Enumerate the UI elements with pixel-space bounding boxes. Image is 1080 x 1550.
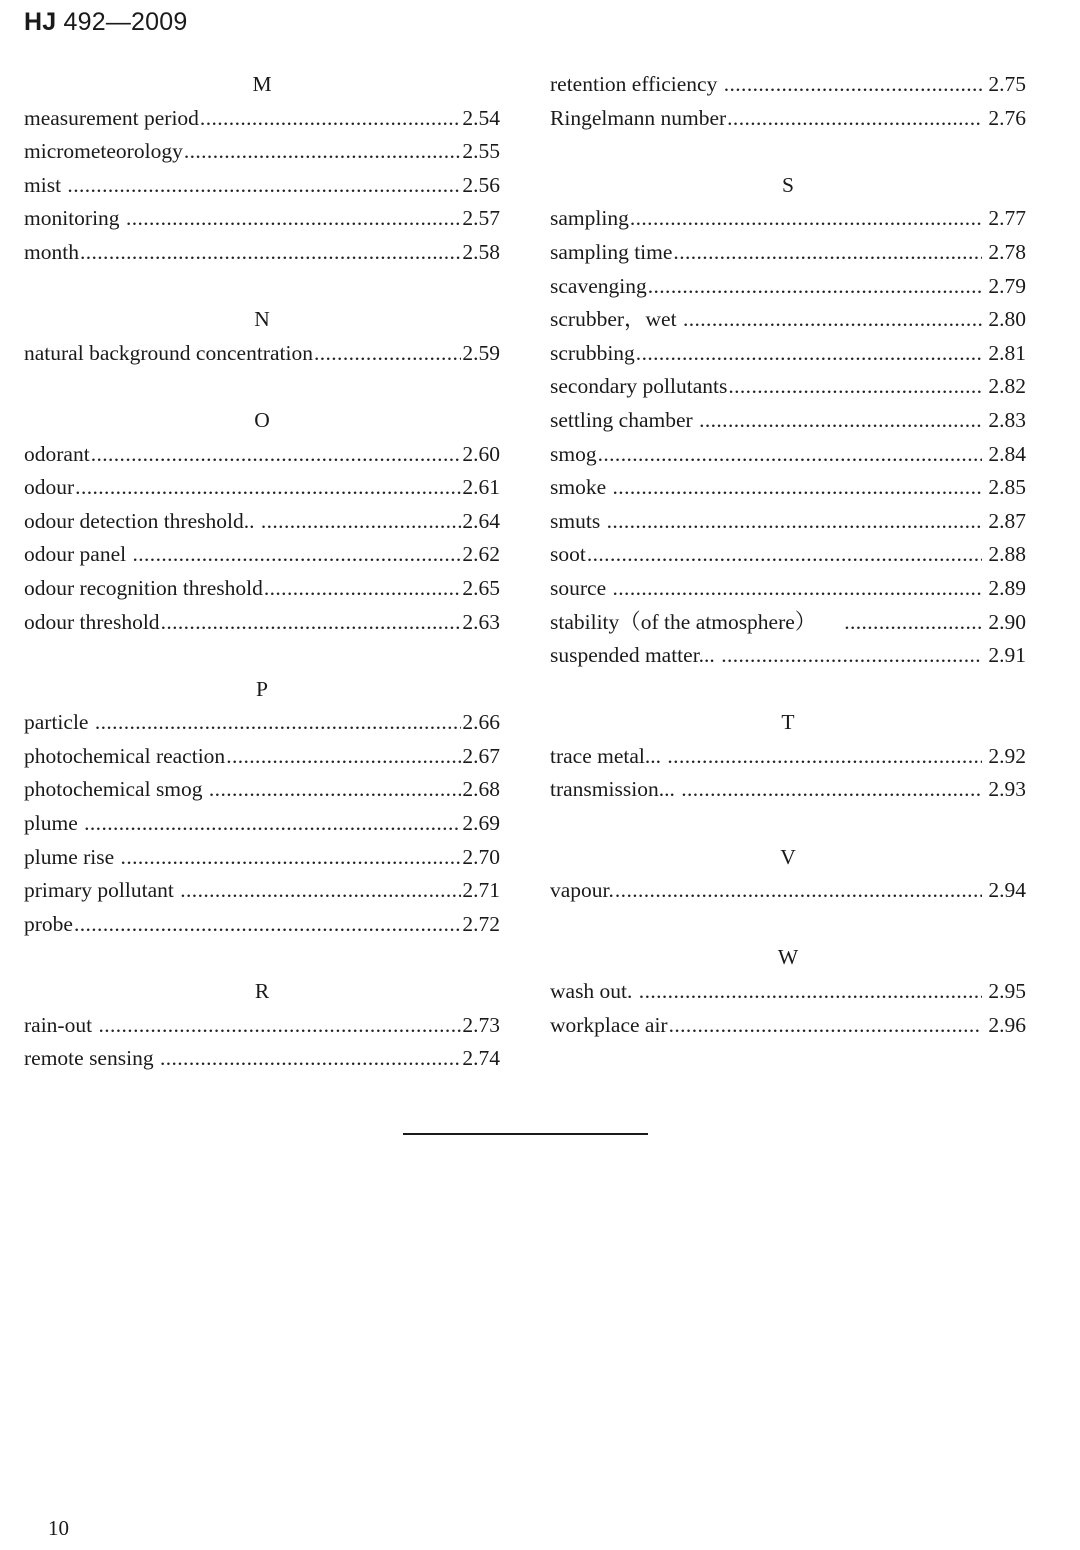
index-entry [24, 202, 500, 236]
index-term: plume [24, 811, 84, 836]
clause-number: 2.56 [462, 172, 500, 197]
index-entry [24, 874, 500, 908]
clause-number: 2.79 [983, 273, 1026, 298]
index-term: primary pollutant [24, 878, 180, 903]
index-entry [550, 572, 1026, 606]
section-letter: V [780, 844, 796, 869]
dot-leader [587, 538, 982, 572]
dot-leader [728, 370, 982, 404]
index-term: measurement period [24, 105, 199, 130]
clause-number: 2.70 [462, 844, 500, 869]
clause-number: 2.93 [983, 777, 1026, 802]
index-term: odorant [24, 441, 90, 466]
dot-leader [261, 505, 462, 539]
section-letter: P [256, 676, 268, 701]
index-term: micrometeorology [24, 139, 183, 164]
index-entry [550, 740, 1026, 774]
clause-number: 2.66 [462, 710, 500, 735]
index-entry [550, 505, 1026, 539]
index-term: secondary pollutants [550, 374, 728, 399]
dot-leader [607, 505, 982, 539]
clause-number: 2.74 [462, 1046, 500, 1071]
dot-leader [67, 169, 461, 203]
clause-number: 2.58 [462, 239, 500, 264]
index-term: trace metal... [550, 743, 667, 768]
index-term: vapour. [550, 878, 614, 903]
index-term: wash out. [550, 979, 638, 1004]
spacer [550, 673, 1026, 707]
index-term: plume rise [24, 844, 120, 869]
clause-number: 2.76 [983, 105, 1026, 130]
dot-leader [724, 68, 982, 102]
index-entry [24, 1042, 500, 1076]
dot-leader [667, 740, 982, 774]
index-term: sampling [550, 206, 629, 231]
index-entry [550, 102, 1026, 136]
clause-number: 2.65 [462, 575, 500, 600]
index-term: soot [550, 542, 586, 567]
index-term: remote sensing [24, 1046, 159, 1071]
standard-number: 492—2009 [56, 8, 188, 36]
index-entry [550, 270, 1026, 304]
dot-leader [264, 572, 462, 606]
clause-number: 2.60 [462, 441, 500, 466]
index-left-column [24, 68, 500, 1076]
dot-leader [180, 874, 461, 908]
clause-number: 2.94 [983, 878, 1026, 903]
spacer [24, 370, 500, 404]
index-term: Ringelmann number [550, 105, 727, 130]
index-term: transmission... [550, 777, 681, 802]
index-entry [550, 236, 1026, 270]
dot-leader [673, 236, 982, 270]
index-entry [24, 438, 500, 472]
dot-leader [613, 572, 983, 606]
clause-number: 2.55 [462, 139, 500, 164]
section-letter: S [782, 172, 794, 197]
index-entry [24, 841, 500, 875]
index-entry [550, 471, 1026, 505]
page-number: 10 [48, 1516, 69, 1540]
section-letter: T [781, 710, 795, 735]
index-term: odour threshold [24, 609, 160, 634]
index-entry [550, 606, 1026, 640]
dot-leader [126, 202, 461, 236]
clause-number: 2.72 [462, 911, 500, 936]
dot-leader [74, 908, 461, 942]
index-term: particle [24, 710, 94, 735]
dot-leader [727, 102, 982, 136]
index-term: scrubber，wet [550, 307, 682, 332]
index-term: smog [550, 441, 597, 466]
clause-number: 2.83 [983, 407, 1026, 432]
spacer [550, 135, 1026, 169]
index-entry [24, 706, 500, 740]
clause-number: 2.57 [462, 206, 500, 231]
clause-number: 2.67 [462, 743, 500, 768]
section-letter: R [254, 979, 270, 1004]
index-term: scrubbing [550, 340, 635, 365]
dot-leader [80, 236, 461, 270]
clause-number: 2.64 [462, 508, 500, 533]
dot-leader [209, 773, 461, 807]
document-header [24, 8, 187, 37]
section-letter: N [254, 307, 270, 332]
index-term: odour panel [24, 542, 132, 567]
index-entry [24, 572, 500, 606]
index-entry [24, 135, 500, 169]
index-entry [550, 370, 1026, 404]
clause-number: 2.80 [983, 307, 1026, 332]
clause-number: 2.63 [462, 609, 500, 634]
dot-leader [161, 606, 462, 640]
dot-leader [681, 773, 982, 807]
index-entry [24, 169, 500, 203]
clause-number: 2.84 [983, 441, 1026, 466]
index-entry [550, 975, 1026, 1009]
index-entry [550, 874, 1026, 908]
index-entry [24, 236, 500, 270]
clause-number: 2.61 [462, 475, 500, 500]
index-term: settling chamber [550, 407, 699, 432]
dot-leader [95, 706, 462, 740]
standard-code: HJ [24, 8, 57, 36]
dot-leader [132, 538, 461, 572]
spacer [550, 807, 1026, 841]
dot-leader [84, 807, 461, 841]
index-entry [24, 908, 500, 942]
dot-leader [683, 303, 982, 337]
dot-leader [184, 135, 462, 169]
clause-number: 2.77 [983, 206, 1026, 231]
dot-leader [615, 874, 982, 908]
index-term: mist [24, 172, 67, 197]
index-term: rain-out [24, 1012, 98, 1037]
index-term: scavenging [550, 273, 647, 298]
index-term: photochemical smog [24, 777, 208, 802]
spacer [550, 908, 1026, 942]
dot-leader [91, 438, 462, 472]
index-term: sampling time [550, 239, 673, 264]
index-entry [550, 404, 1026, 438]
index-term: odour detection threshold.. [24, 508, 260, 533]
index-entry [24, 538, 500, 572]
clause-number: 2.75 [983, 72, 1026, 96]
section-letter: W [777, 945, 799, 970]
index-term: probe [24, 911, 73, 936]
clause-number: 2.69 [462, 811, 500, 836]
clause-number: 2.68 [462, 777, 500, 802]
spacer [24, 270, 500, 304]
section-letter: O [254, 407, 270, 432]
dot-leader [160, 1042, 461, 1076]
end-rule [403, 1133, 648, 1135]
clause-number: 2.96 [983, 1012, 1026, 1037]
index-term: suspended matter... [550, 643, 721, 668]
clause-number: 2.78 [983, 239, 1026, 264]
spacer [24, 941, 500, 975]
clause-number: 2.59 [462, 340, 500, 365]
index-term: source [550, 575, 612, 600]
index-term: smoke [550, 475, 612, 500]
index-term: smuts [550, 508, 606, 533]
index-entry [550, 639, 1026, 673]
index-entry [24, 807, 500, 841]
index-entry [24, 1009, 500, 1043]
dot-leader [844, 606, 982, 640]
dot-leader [721, 639, 982, 673]
clause-number: 2.73 [462, 1012, 500, 1037]
index-term: monitoring [24, 206, 125, 231]
section-letter: M [252, 72, 272, 96]
index-entry [24, 740, 500, 774]
dot-leader [200, 102, 461, 136]
index-term: odour recognition threshold [24, 575, 263, 600]
index-entry [550, 337, 1026, 371]
clause-number: 2.85 [983, 475, 1026, 500]
index-entry [24, 773, 500, 807]
dot-leader [613, 471, 982, 505]
clause-number: 2.89 [983, 575, 1026, 600]
index-right-column [550, 68, 1026, 1042]
index-entry [550, 1009, 1026, 1043]
dot-leader [630, 202, 982, 236]
index-entry [550, 773, 1026, 807]
index-term: retention efficiency [550, 72, 723, 96]
index-term: month [24, 239, 79, 264]
clause-number: 2.90 [983, 609, 1026, 634]
index-entry [24, 606, 500, 640]
dot-leader [98, 1009, 461, 1043]
dot-leader [699, 404, 982, 438]
spacer [24, 639, 500, 673]
dot-leader [639, 975, 982, 1009]
clause-number: 2.54 [462, 105, 500, 130]
index-entry [550, 438, 1026, 472]
dot-leader [226, 740, 461, 774]
clause-number: 2.87 [983, 508, 1026, 533]
index-entry [24, 471, 500, 505]
dot-leader [669, 1009, 982, 1043]
index-entry [24, 102, 500, 136]
clause-number: 2.88 [983, 542, 1026, 567]
index-term: natural background concentration [24, 340, 313, 365]
clause-number: 2.62 [462, 542, 500, 567]
index-entry [550, 68, 1026, 102]
index-entry [24, 505, 500, 539]
clause-number: 2.82 [983, 374, 1026, 399]
dot-leader [121, 841, 462, 875]
index-entry [24, 337, 500, 371]
clause-number: 2.81 [983, 340, 1026, 365]
dot-leader [598, 438, 982, 472]
index-term: photochemical reaction [24, 743, 226, 768]
dot-leader [314, 337, 461, 371]
index-entry [550, 538, 1026, 572]
index-entry [550, 202, 1026, 236]
dot-leader [648, 270, 982, 304]
index-term: workplace air [550, 1012, 668, 1037]
clause-number: 2.91 [983, 643, 1026, 668]
index-term: odour [24, 475, 75, 500]
clause-number: 2.71 [462, 878, 500, 903]
clause-number: 2.92 [983, 743, 1026, 768]
index-term: stability（of the atmosphere） [550, 609, 844, 634]
dot-leader [75, 471, 461, 505]
index-entry [550, 303, 1026, 337]
clause-number: 2.95 [983, 979, 1026, 1004]
dot-leader [636, 337, 982, 371]
